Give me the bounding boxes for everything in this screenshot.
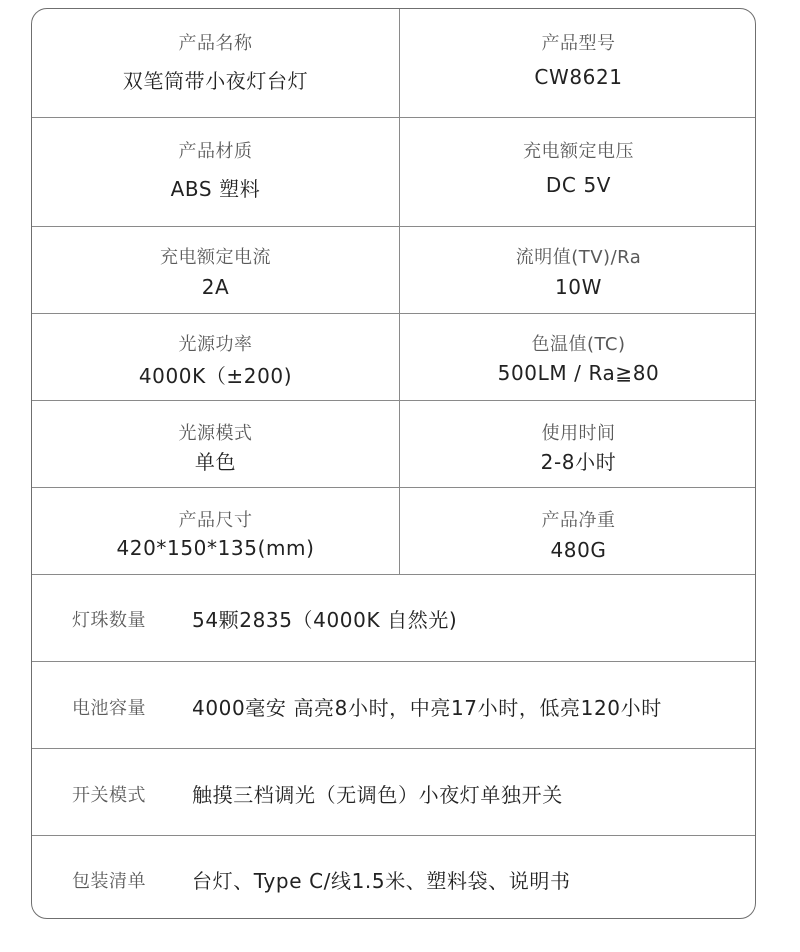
spec-cell: [400, 314, 756, 400]
detail-label: 开关模式: [72, 785, 146, 806]
spec-cell: [32, 227, 400, 313]
spec-row: [32, 488, 755, 575]
spec-value: 2A: [201, 275, 230, 299]
spec-cell: [400, 227, 756, 313]
spec-value: CW8621: [534, 65, 623, 89]
spec-label: 光源模式: [178, 423, 253, 444]
detail-row: [32, 749, 755, 836]
spec-label: 充电额定电压: [523, 141, 634, 162]
spec-label: 产品名称: [178, 33, 253, 54]
spec-value: ABS 塑料: [170, 177, 261, 201]
spec-cell: [32, 314, 400, 400]
spec-row: [32, 227, 755, 314]
spec-label: 产品尺寸: [178, 510, 253, 531]
spec-table: [31, 8, 756, 919]
spec-cell: [32, 488, 400, 574]
spec-label: 流明值(TV)/Ra: [515, 247, 642, 268]
detail-label: 灯珠数量: [72, 610, 146, 631]
spec-cell: [400, 9, 756, 117]
spec-value: 480G: [550, 538, 607, 562]
spec-cell: [400, 118, 756, 226]
spec-value: 2-8小时: [540, 450, 617, 474]
spec-row: [32, 118, 755, 227]
spec-cell: [400, 488, 756, 574]
spec-row: [32, 314, 755, 401]
detail-value: 4000毫安 高亮8小时，中亮17小时，低亮120小时: [192, 696, 662, 720]
spec-label: 色温值(TC): [531, 334, 626, 355]
spec-label: 产品材质: [178, 141, 253, 162]
spec-label: 光源功率: [178, 334, 253, 355]
spec-value: 单色: [194, 450, 237, 474]
spec-value: 500LM / Ra≧80: [497, 361, 660, 385]
spec-row: [32, 9, 755, 118]
spec-label: 充电额定电流: [160, 247, 271, 268]
spec-label: 使用时间: [541, 423, 616, 444]
detail-label: 电池容量: [72, 698, 146, 719]
spec-label: 产品型号: [541, 33, 616, 54]
spec-value: 双笔筒带小夜灯台灯: [122, 69, 309, 93]
detail-value: 触摸三档调光（无调色）小夜灯单独开关: [192, 783, 563, 807]
spec-value: 4000K（±200): [138, 364, 293, 388]
detail-row: [32, 575, 755, 662]
detail-row: [32, 836, 755, 919]
spec-cell: [32, 9, 400, 117]
detail-value: 54颗2835（4000K 自然光): [192, 608, 458, 632]
spec-cell: [32, 118, 400, 226]
detail-value: 台灯、Type C/线1.5米、塑料袋、说明书: [192, 869, 571, 893]
spec-cell: [32, 401, 400, 487]
spec-row: [32, 401, 755, 488]
spec-value: DC 5V: [545, 173, 612, 197]
spec-label: 产品净重: [541, 510, 616, 531]
detail-row: [32, 662, 755, 749]
detail-label: 包装清单: [72, 871, 146, 892]
spec-value: 10W: [554, 275, 603, 299]
spec-value: 420*150*135(mm): [116, 536, 315, 560]
spec-cell: [400, 401, 756, 487]
